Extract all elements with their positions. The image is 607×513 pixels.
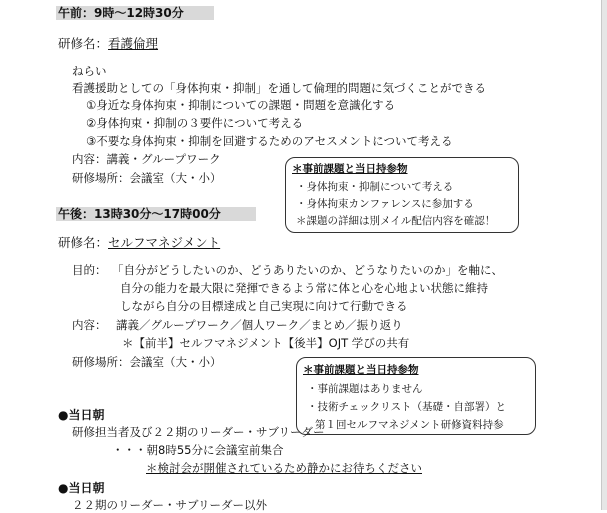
day-morning-1-line-3: ＊検討会が開催されているため静かにお待ちください [146, 461, 422, 475]
afternoon-title-name: セルフマネジメント [108, 235, 221, 250]
day-morning-1-line-1: 研修担当者及び２２期のリーダー・サブリーダー [72, 425, 325, 439]
day-morning-2-line-1: ２２期のリーダー・サブリーダー以外 [72, 498, 268, 512]
morning-prep-box [285, 157, 519, 233]
morning-title-name: 看護倫理 [108, 36, 159, 51]
afternoon-purpose-label: 目的： [72, 263, 107, 277]
afternoon-purpose-line-3: しながら自分の目標達成と自己実現に向けて行動できる [120, 299, 408, 313]
morning-prep-title: ＊事前課題と当日持参物 [292, 163, 408, 175]
afternoon-training-title [58, 235, 220, 250]
morning-aim-text: 看護援助としての「身体拘束・抑制」を通して倫理的問題に気づくことができる [72, 81, 486, 95]
morning-prep-item-2: ・身体拘束カンファレンスに参加する [296, 198, 474, 210]
morning-objective-2: ②身体拘束・抑制の３要件について考える [86, 116, 304, 130]
day-morning-1-line-2: ・・・朝8時55分に会議室前集合 [112, 443, 284, 457]
afternoon-heading: 午後：13時30分～17時00分 [58, 207, 221, 221]
morning-venue: 研修場所：会議室（大・小） [72, 171, 222, 185]
day-morning-heading-2: ●当日朝 [58, 481, 105, 495]
afternoon-content-note: ＊【前半】セルフマネジメント【後半】OJT 学びの共有 [122, 336, 410, 350]
afternoon-prep-title: ＊事前課題と当日持参物 [303, 364, 419, 376]
afternoon-venue: 研修場所：会議室（大・小） [72, 355, 222, 369]
afternoon-prep-item-3: 第１回セルフマネジメント研修資料持参 [315, 419, 504, 431]
afternoon-title-prefix: 研修名： [58, 235, 109, 250]
morning-prep-item-3: ＊課題の詳細は別メイル配信内容を確認！ [296, 215, 496, 227]
window-edge [601, 0, 607, 510]
morning-content: 内容：講義・グループワーク [72, 152, 221, 166]
afternoon-content-label: 内容： [72, 318, 107, 332]
afternoon-prep-item-1: ・事前課題はありません [307, 383, 423, 395]
day-morning-heading-1: ●当日朝 [58, 408, 105, 422]
morning-aim-label: ねらい [72, 64, 107, 78]
morning-title-prefix: 研修名： [58, 36, 109, 51]
morning-prep-item-1: ・身体拘束・抑制について考える [296, 181, 454, 193]
afternoon-content-text: 講義／グループワーク／個人ワーク／まとめ／振り返り [116, 318, 403, 332]
afternoon-prep-item-2: ・技術チェックリスト（基礎・自部署）と [307, 401, 506, 413]
morning-objective-1: ①身近な身体拘束・抑制についての課題・問題を意識化する [86, 98, 396, 112]
morning-objective-3: ③不要な身体拘束・抑制を回避するためのアセスメントについて考える [86, 134, 453, 148]
morning-training-title [58, 36, 158, 51]
morning-heading: 午前：9時～12時30分 [58, 6, 184, 20]
afternoon-purpose-line-1: 「自分がどうしたいのか、どうありたいのか、どうなりたいのか」を軸に、 [112, 263, 503, 277]
afternoon-purpose-line-2: 自分の能力を最大限に発揮できるよう常に体と心を心地よい状態に維持 [120, 281, 488, 295]
afternoon-prep-box [296, 357, 536, 435]
